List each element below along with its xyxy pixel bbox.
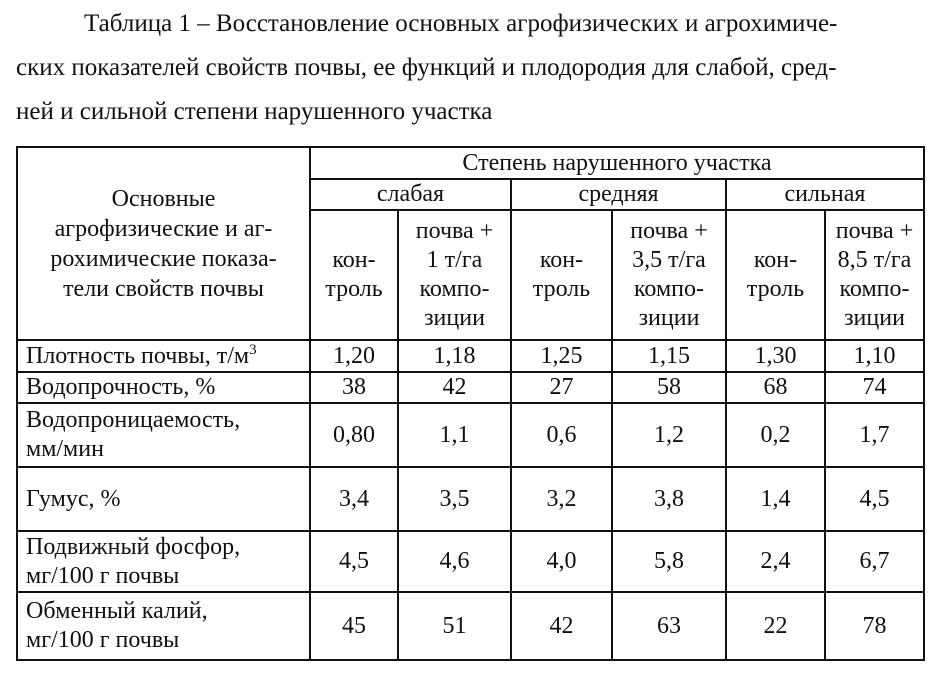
sub-header-control <box>726 210 825 340</box>
sub-header-line: троль <box>325 276 383 302</box>
sub-header-treatment <box>612 210 726 340</box>
level-header-weak: слабая <box>310 179 511 210</box>
table-cell: 4,5 <box>825 467 924 531</box>
data-table <box>16 146 925 661</box>
table-cell: 1,4 <box>726 467 825 531</box>
sub-header-line: компо- <box>839 276 910 302</box>
sub-header-line: компо- <box>633 276 704 302</box>
table-cell: 42 <box>511 592 612 660</box>
row-label-line: мм/мин <box>26 436 104 462</box>
table-cell: 1,7 <box>825 403 924 467</box>
table-cell: 1,25 <box>511 340 612 372</box>
caption-line-3: ней и сильной степени нарушенного участка <box>16 98 493 125</box>
table-cell: 3,2 <box>511 467 612 531</box>
table-row <box>17 531 924 592</box>
sub-header-line: почва + <box>415 218 494 244</box>
table-cell: 5,8 <box>612 531 726 592</box>
table-cell: 38 <box>310 372 398 403</box>
table-cell: 3,4 <box>310 467 398 531</box>
sub-header-line: зиции <box>844 305 905 331</box>
row-label: Гумус, % <box>17 467 310 531</box>
sub-header-line: кон- <box>753 247 798 273</box>
table-cell: 4,0 <box>511 531 612 592</box>
table-cell: 27 <box>511 372 612 403</box>
table-cell: 2,4 <box>726 531 825 592</box>
corner-header-cell <box>17 147 310 340</box>
row-label: Водопрочность, % <box>17 372 310 403</box>
sub-header-line: кон- <box>332 247 376 273</box>
table-row <box>17 372 924 403</box>
table-cell: 22 <box>726 592 825 660</box>
sub-header-line: почва + <box>630 218 708 244</box>
sub-header-line: 8,5 т/га <box>837 247 912 273</box>
table-row <box>17 592 924 660</box>
table-cell: 74 <box>825 372 924 403</box>
row-label-line: мг/100 г почвы <box>26 627 180 653</box>
caption-line-2: ских показателей свойств почвы, ее функций и плодородия для слабой, сред- <box>16 54 837 81</box>
table-row <box>17 340 924 372</box>
table-cell: 58 <box>612 372 726 403</box>
table-cell: 1,2 <box>612 403 726 467</box>
table-cell: 1,15 <box>612 340 726 372</box>
sub-header-line: 1 т/га <box>426 247 483 273</box>
table-caption <box>16 2 936 134</box>
row-label-line: Водопроницаемость, <box>26 407 241 433</box>
table-cell: 42 <box>398 372 511 403</box>
table-cell: 1,10 <box>825 340 924 372</box>
sub-header-line: 3,5 т/га <box>632 247 706 273</box>
row-label <box>17 592 310 660</box>
sub-header-control <box>511 210 612 340</box>
table-cell: 1,18 <box>398 340 511 372</box>
level-header-strong: сильная <box>726 179 924 210</box>
row-label-line: мг/100 г почвы <box>26 562 180 589</box>
group-header: Степень нарушенного участка <box>310 147 924 179</box>
table-cell: 6,7 <box>825 531 924 592</box>
sub-header-control <box>310 210 398 340</box>
table-cell: 4,5 <box>310 531 398 592</box>
table-cell: 3,8 <box>612 467 726 531</box>
table-cell: 1,1 <box>398 403 511 467</box>
sub-header-treatment <box>398 210 511 340</box>
table-row <box>17 467 924 531</box>
caption-line-1: Таблица 1 – Восстановление основных агрофизических и агрохимиче- <box>84 10 838 37</box>
sub-header-line: кон- <box>539 247 584 273</box>
sub-header-line: компо- <box>419 276 490 302</box>
row-label-text: Плотность почвы, т/м <box>26 342 250 369</box>
row-label <box>17 531 310 592</box>
row-label-superscript: 3 <box>249 341 257 358</box>
level-header-medium: средняя <box>511 179 726 210</box>
corner-header-line: тели свойств почвы <box>63 275 264 302</box>
table-cell: 78 <box>825 592 924 660</box>
table-cell: 0,80 <box>310 403 398 467</box>
table-cell: 0,2 <box>726 403 825 467</box>
table-cell: 1,30 <box>726 340 825 372</box>
corner-header-line: Основные <box>111 185 216 212</box>
table-cell: 68 <box>726 372 825 403</box>
table-cell: 45 <box>310 592 398 660</box>
sub-header-line: троль <box>746 276 805 302</box>
sub-header-line: зиции <box>638 305 700 331</box>
table-cell: 3,5 <box>398 467 511 531</box>
table-cell: 0,6 <box>511 403 612 467</box>
table-row <box>17 403 924 467</box>
sub-header-treatment <box>825 210 924 340</box>
row-label <box>17 403 310 467</box>
table-cell: 1,20 <box>310 340 398 372</box>
sub-header-line: почва + <box>835 218 914 244</box>
sub-header-line: зиции <box>424 305 485 331</box>
row-label-line: Обменный калий, <box>26 598 208 624</box>
table-cell: 4,6 <box>398 531 511 592</box>
row-label <box>17 340 310 372</box>
sub-header-line: троль <box>532 276 591 302</box>
table-cell: 63 <box>612 592 726 660</box>
corner-header-line: рохимические показа- <box>50 245 277 272</box>
row-label-line: Подвижный фосфор, <box>26 533 241 560</box>
table-cell: 51 <box>398 592 511 660</box>
corner-header-line: агрофизические и аг- <box>54 215 273 242</box>
